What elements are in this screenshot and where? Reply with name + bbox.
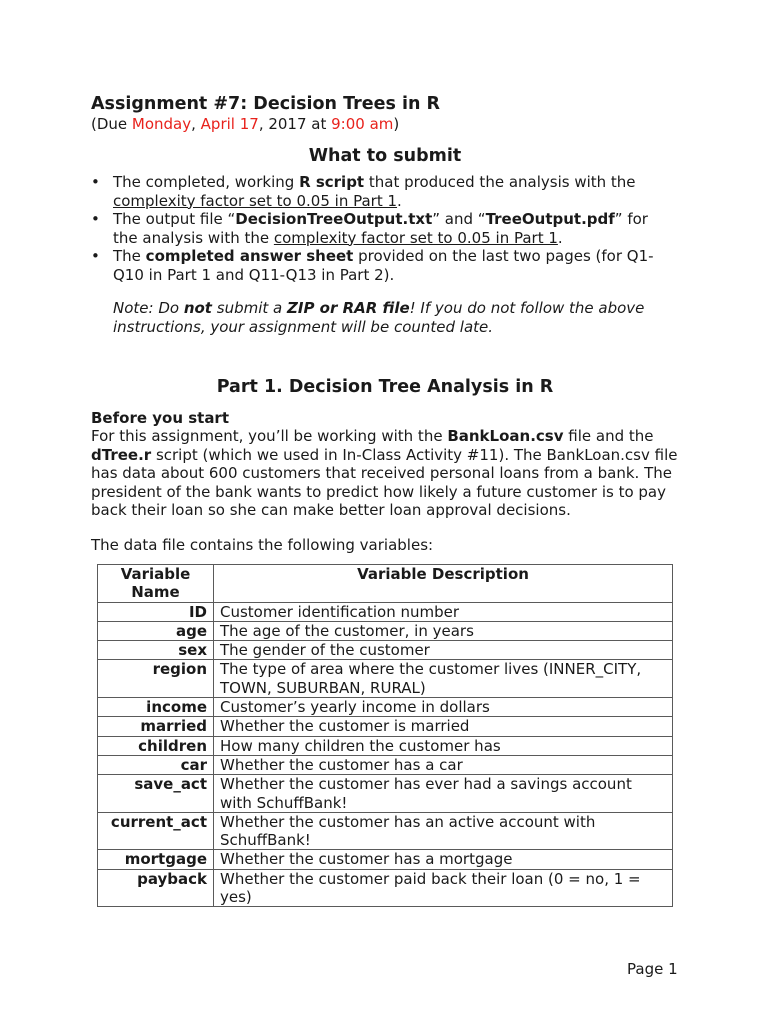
variable-description: Whether the customer has an active account with SchuffBank!	[214, 812, 673, 850]
intro-a: For this assignment, you’ll be working with the	[91, 427, 448, 445]
item2-text-a: The output file “	[113, 210, 236, 228]
item1-underlined: complexity factor set to 0.05 in Part 1	[113, 191, 398, 210]
variable-name: age	[98, 621, 214, 640]
table-row	[98, 755, 673, 774]
note-e: ! If you do not follow the above instructions, your assignment will be counted late.	[113, 299, 645, 336]
table-row	[98, 641, 673, 660]
variable-description: How many children the customer has	[214, 736, 673, 755]
note-a: Note: Do	[113, 299, 184, 317]
item1-text-a: The completed, working	[113, 173, 300, 191]
variable-name: car	[98, 755, 214, 774]
submit-item-script	[91, 173, 671, 210]
bullet-icon: •	[91, 247, 100, 265]
table-row	[98, 850, 673, 869]
variable-description: Whether the customer has a mortgage	[214, 850, 673, 869]
due-year: , 2017 at	[258, 115, 332, 133]
header-variable-name: Variable Name	[98, 565, 214, 603]
variable-description: The type of area where the customer lives (INNER_CITY, TOWN, SUBURBAN, RURAL)	[214, 660, 673, 698]
table-row	[98, 660, 673, 698]
due-comma: ,	[191, 115, 201, 133]
item1-text-d: .	[397, 191, 402, 210]
variable-description: Whether the customer paid back their loan (0 = no, 1 = yes)	[214, 869, 673, 907]
table-row	[98, 775, 673, 813]
item2-text-d: TreeOutput.pdf	[485, 210, 615, 228]
variable-name: current_act	[98, 812, 214, 850]
table-row	[98, 869, 673, 907]
assignment-title: Assignment #7: Decision Trees in R	[91, 94, 440, 114]
variable-name: income	[98, 698, 214, 717]
item2-underlined: complexity factor set to 0.05 in Part 1	[273, 228, 558, 247]
late-note	[113, 299, 673, 336]
table-row	[98, 698, 673, 717]
table-header-row	[98, 565, 673, 603]
variable-name: married	[98, 717, 214, 736]
item3-text-a: The	[113, 247, 146, 265]
intro-d: dTree.r	[91, 445, 152, 464]
what-to-submit-heading: What to submit	[308, 146, 462, 166]
item2-text-f: .	[557, 228, 563, 247]
submit-item-answer-sheet	[91, 247, 671, 284]
part1-heading: Part 1. Decision Tree Analysis in R	[216, 377, 554, 397]
note-d: ZIP or RAR file	[286, 299, 410, 317]
due-date: April 17	[200, 115, 259, 133]
due-day: Monday	[131, 115, 192, 133]
submit-item-output-files	[91, 210, 671, 247]
variable-description: Whether the customer is married	[214, 717, 673, 736]
variable-name: payback	[98, 869, 214, 907]
due-time: 9:00 am	[331, 115, 394, 133]
intro-b: BankLoan.csv	[447, 427, 564, 445]
due-open: (Due	[91, 115, 132, 133]
variable-name: mortgage	[98, 850, 214, 869]
item1-text-c: that produced the analysis with the	[364, 173, 636, 191]
intro-c: file and the	[563, 427, 654, 445]
bullet-icon: •	[91, 210, 100, 228]
due-close: )	[393, 115, 400, 133]
variable-name: ID	[98, 602, 214, 621]
bullet-icon: •	[91, 173, 100, 191]
table-row	[98, 621, 673, 640]
variable-description: The gender of the customer	[214, 641, 673, 660]
page-number: Page 1	[627, 960, 678, 978]
item2-text-c: ” and “	[432, 210, 486, 228]
variable-name: region	[98, 660, 214, 698]
item3-text-b: completed answer sheet	[145, 247, 354, 265]
variable-name: save_act	[98, 775, 214, 813]
submit-list	[91, 173, 671, 284]
variable-description: Customer’s yearly income in dollars	[214, 698, 673, 717]
variable-description: The age of the customer, in years	[214, 621, 673, 640]
note-c: submit a	[211, 299, 287, 317]
item2-text-e: ” for the analysis with the	[113, 210, 648, 247]
item1-text-b: R script	[299, 173, 365, 191]
table-row	[98, 602, 673, 621]
variable-name: sex	[98, 641, 214, 660]
variable-name: children	[98, 736, 214, 755]
header-variable-description: Variable Description	[214, 565, 673, 603]
variable-description: Whether the customer has a car	[214, 755, 673, 774]
variables-intro: The data file contains the following variables:	[91, 536, 434, 554]
part1-intro	[91, 427, 681, 520]
variable-description: Whether the customer has ever had a savings account with SchuffBank!	[214, 775, 673, 813]
before-you-start-heading: Before you start	[91, 409, 230, 427]
table-row	[98, 736, 673, 755]
note-b: not	[183, 299, 212, 317]
variables-table	[97, 564, 673, 907]
item3-text-c: provided on the last two pages (for Q1-Q10 in Part 1 and Q11-Q13 in Part 2).	[113, 247, 654, 284]
due-date-line	[91, 115, 399, 134]
table-row	[98, 717, 673, 736]
variable-description: Customer identification number	[214, 602, 673, 621]
table-row	[98, 812, 673, 850]
intro-e: script (which we used in In-Class Activity #11). The BankLoan.csv file has data about 600 customers that received personal loans from a bank. The president of the bank wants to predict how likely a future customer is to pay back their loan so she can make better loan approval decisions.	[91, 445, 678, 519]
item2-text-b: DecisionTreeOutput.txt	[235, 210, 433, 228]
